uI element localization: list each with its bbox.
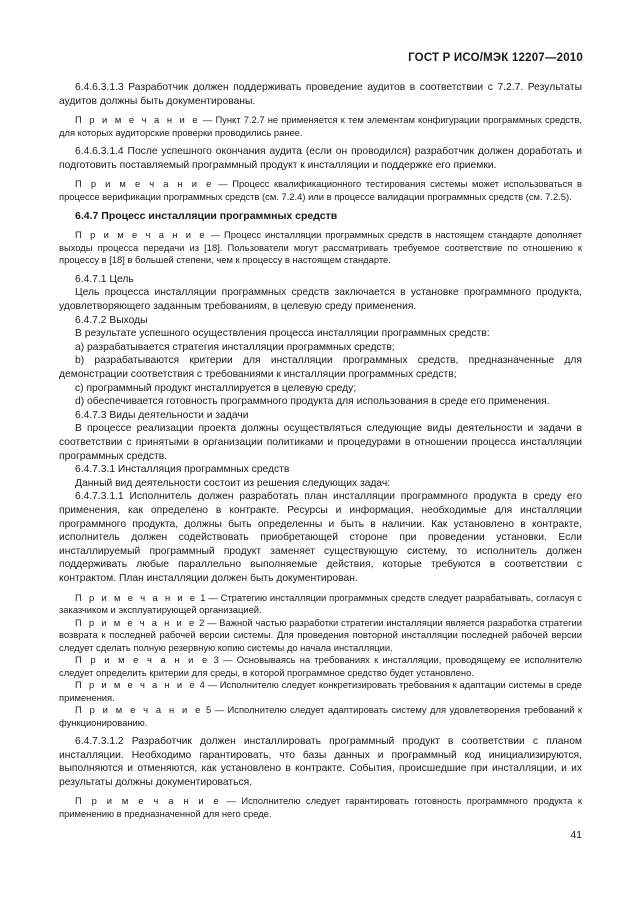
note-label: П р и м е ч а н и е xyxy=(75,591,198,603)
note-label: П р и м е ч а н и е xyxy=(75,114,200,126)
note-text: 2 — Важной частью разработки стратегии инсталляции является разработка стратегии возврата к последней рабочей версии системы. Для проведения повторной инсталляции последней рабочей версии следует сделать полную резервную копию системы до начала инсталляции. xyxy=(59,616,582,653)
paragraph-6.4.6.3.1.4: 6.4.6.3.1.4 После успешного окончания аудита (если он проводился) разработчик должен доработать и подготовить поставляемый программный продукт к инсталляции и поддержке его приемки. xyxy=(59,146,582,171)
note-text: — Исполнителю следует гарантировать готовность программного продукта к применению в предназначенной для него среде. xyxy=(59,795,582,819)
subsection-6.4.7.1: 6.4.7.1 Цель xyxy=(75,273,134,285)
numbered-note-1 xyxy=(59,592,582,617)
list-item-a: a) разрабатывается стратегия инсталляции программных средств; xyxy=(75,341,395,353)
subsection-6.4.7.3.1: 6.4.7.3.1 Инсталляция программных средств xyxy=(75,464,290,476)
paragraph-tasks-intro: Данный вид деятельности состоит из решения следующих задач: xyxy=(75,477,391,489)
note-text: — Процесс квалификационного тестирования системы может использоваться в процессе верификации программных средств (см. 7.2.4) или в процессе валидации программных средств (см. 7.2.5). xyxy=(59,178,582,202)
note-text: 5 — Исполнителю следует адаптировать систему для удовлетворения требований к функционированию. xyxy=(59,704,582,728)
subsection-6.4.7.2: 6.4.7.2 Выходы xyxy=(75,314,148,326)
numbered-note-4 xyxy=(59,679,582,704)
document-body xyxy=(59,81,582,820)
section-heading-6.4.7: 6.4.7 Процесс инсталляции программных средств xyxy=(75,210,338,223)
note-text: 1 — Стратегию инсталляции программных средств следует разрабатывать, согласуя с заказчиком и эксплуатирующей организацией. xyxy=(59,591,582,616)
note-paragraph xyxy=(59,795,582,820)
note-paragraph xyxy=(59,178,582,203)
note-label: П р и м е ч а н и е xyxy=(75,704,203,716)
note-text: — Процесс инсталляции программных средств в настоящем стандарте дополняет выходы процесса передачи из [18]. Пользователи могут рассматривать требуемое соответствие по отношению к процессу в [18] в большей степени, чем к процессу в настоящем стандарте. xyxy=(59,229,582,266)
paragraph-purpose: Цель процесса инсталляции программных средств заключается в установке программного продукта, удовлетворяющего заданным требованиям, в целевую среду применения. xyxy=(59,287,582,313)
note-text: 4 — Исполнителю следует конкретизировать требования к адаптации системы в среде применения. xyxy=(59,679,582,703)
note-label: П р и м е ч а н и е xyxy=(75,178,214,190)
note-label: П р и м е ч а н и е xyxy=(75,795,221,807)
note-text: 3 — Основываясь на требованиях к инсталляции, проводящему ее исполнителю следует определить критерии для среды, в которой программное средство будет установлено. xyxy=(59,654,582,678)
note-label: П р и м е ч а н и е xyxy=(75,654,210,666)
numbered-note-3 xyxy=(59,654,582,679)
subsection-6.4.7.3: 6.4.7.3 Виды деятельности и задачи xyxy=(75,409,249,421)
note-paragraph xyxy=(59,114,582,139)
paragraph-outcomes-intro: В результате успешного осуществления процесса инсталляции программных средств: xyxy=(75,328,490,340)
list-item-c: c) программный продукт инсталлируется в целевую среду; xyxy=(75,382,357,394)
note-label: П р и м е ч а н и е xyxy=(75,229,207,241)
page-number: 41 xyxy=(570,829,582,841)
numbered-note-2 xyxy=(59,617,582,655)
paragraph-6.4.6.3.1.3: 6.4.6.3.1.3 Разработчик должен поддерживать проведение аудитов в соответствии с 7.2.7. Результаты аудитов должны быть документированы. xyxy=(59,82,582,107)
list-item-b: b) разрабатываются критерии для инсталляции программных средств, предназначенные для демонстрации соответствия с требованиями к инсталляции программных средств; xyxy=(59,355,582,381)
note-paragraph xyxy=(59,229,582,267)
paragraph-activities-intro: В процессе реализации проекта должны осуществляться следующие виды деятельности и задачи в соответствии с принятыми в организации политиками и процедурами в отношении процесса инсталляции программных средств. xyxy=(59,423,582,462)
note-label: П р и м е ч а н и е xyxy=(75,679,197,691)
note-text: — Пункт 7.2.7 не применяется к тем элементам конфигурации программных средств, для которых аудиторские проверки проводились ранее. xyxy=(59,114,582,138)
numbered-note-5 xyxy=(59,704,582,729)
standard-header: ГОСТ Р ИСО/МЭК 12207—2010 xyxy=(408,52,583,64)
list-item-d: d) обеспечивается готовность программного продукта для использования в среде его применения. xyxy=(75,396,550,408)
paragraph-6.4.7.3.1.1: 6.4.7.3.1.1 Исполнитель должен разработать план инсталляции программного продукта в среду его применения, как определено в контракте. Ресурсы и информация, необходимые для инсталляции программного продукта, должны быть определенны и быть в наличии. Как установлено в контракте, исполнитель должен содействовать приобретающей стороне при проведении установки. Если инсталлируемый программный продукт заменяет существующую систему, то исполнитель должен поддерживать любые параллельно выполняемые действия, которые требуются в соответствии с контрактом. План инсталляции должен быть документирован. xyxy=(59,491,582,584)
note-label: П р и м е ч а н и е xyxy=(75,616,197,628)
paragraph-6.4.7.3.1.2: 6.4.7.3.1.2 Разработчик должен инсталлировать программный продукт в соответствии с планом инсталляции. Необходимо гарантировать, что базы данных и программный код инициализируются, выполняются и отменяются, как установлено в контракте. События, происшедшие при инсталляции, и их результаты должны документироваться. xyxy=(59,736,582,788)
